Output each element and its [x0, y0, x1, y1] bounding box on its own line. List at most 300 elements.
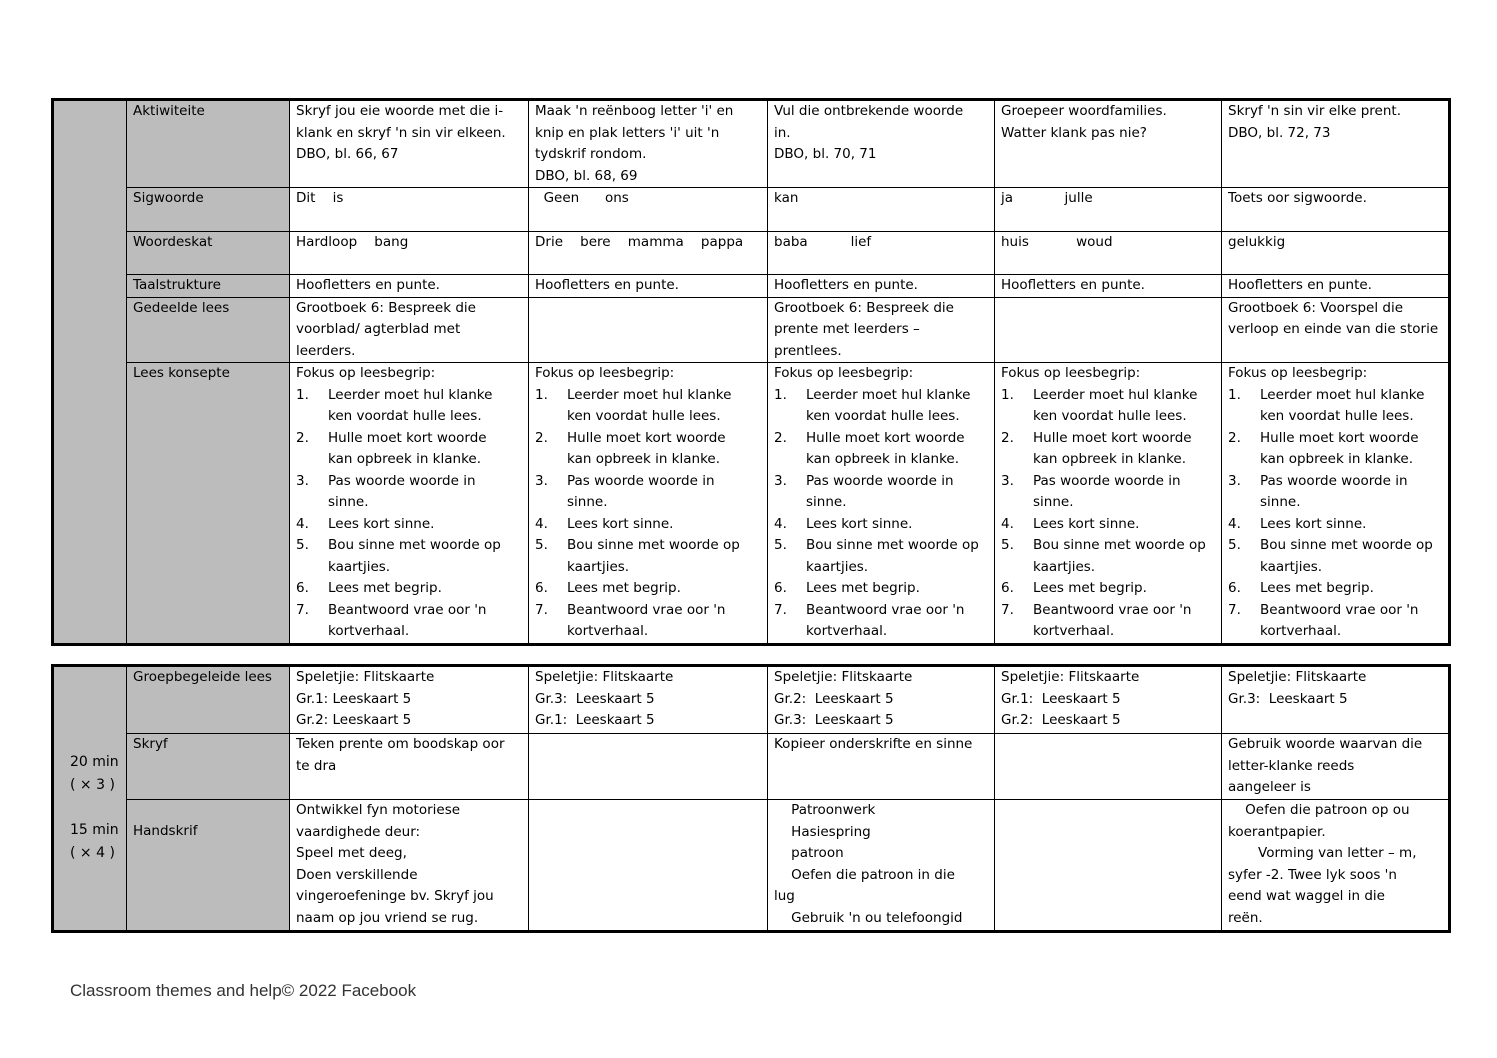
- step-line: kan opbreek in klanke.: [806, 451, 960, 467]
- step-text: [1260, 428, 1442, 471]
- cell-line: DBO, bl. 70, 71: [774, 146, 877, 162]
- reading-step: [296, 471, 522, 514]
- reading-step: [535, 428, 761, 471]
- cell-line: Hoofletters en punte.: [296, 277, 440, 293]
- step-line: kan opbreek in klanke.: [567, 451, 721, 467]
- cell: [529, 666, 768, 734]
- step-number: 5.: [774, 537, 787, 553]
- step-line: Pas woorde woorde in: [806, 472, 954, 489]
- reading-step: [296, 535, 522, 578]
- reading-step: [1228, 471, 1442, 514]
- step-line: kaartjies.: [1260, 558, 1323, 575]
- cell: [290, 275, 529, 298]
- reading-step: [1228, 428, 1442, 471]
- cell-line: Gr.1: Leeskaart 5: [1001, 690, 1121, 707]
- step-number: 4.: [535, 515, 548, 532]
- cell-line: naam op jou vriend se rug.: [296, 909, 479, 926]
- cell-line: Gr.2: Leeskaart 5: [296, 712, 412, 728]
- cell-line: prentlees.: [774, 342, 842, 359]
- cell: [995, 734, 1222, 800]
- cell-line: Gebruik woorde waarvan die: [1228, 736, 1423, 752]
- reading-steps-list: [535, 385, 761, 643]
- step-line: kaartjies.: [1033, 558, 1096, 575]
- cell: [995, 188, 1222, 232]
- reading-step: [535, 514, 761, 536]
- side-time-column: [53, 666, 127, 932]
- step-number: 2.: [1001, 429, 1014, 446]
- cell-line: prente met leerders –: [774, 321, 920, 337]
- step-line: kaartjies.: [806, 558, 869, 575]
- step-text: [328, 428, 522, 471]
- reading-step: [296, 600, 522, 643]
- step-text: [806, 600, 988, 643]
- cell-line: tydskrif rondom.: [535, 146, 647, 162]
- cell: [995, 275, 1222, 298]
- row-aktiwiteite: [53, 100, 1450, 188]
- row-groepbegeleide-lees: [53, 666, 1450, 734]
- step-number: 2.: [296, 429, 309, 446]
- cell-line: in.: [774, 124, 791, 141]
- reading-step: [1001, 578, 1215, 600]
- row-label: Aktiwiteite: [127, 100, 290, 188]
- step-number: 6.: [774, 580, 787, 596]
- step-line: Hulle moet kort woorde: [1260, 429, 1419, 446]
- reading-step: [1228, 600, 1442, 643]
- cell: [529, 734, 768, 800]
- step-line: kan opbreek in klanke.: [1260, 451, 1414, 467]
- cell: [995, 100, 1222, 188]
- cell-line: Watter klank pas nie?: [1001, 124, 1147, 141]
- step-line: ken voordat hulle lees.: [1260, 408, 1414, 424]
- reading-steps-list: [296, 385, 522, 643]
- reading-step: [1228, 385, 1442, 428]
- step-text: [1260, 385, 1442, 428]
- step-number: 6.: [1001, 580, 1014, 596]
- cell-line: Oefen die patroon op ou: [1228, 802, 1410, 818]
- reading-step: [774, 428, 988, 471]
- reading-step: [774, 514, 988, 536]
- cell: [529, 188, 768, 232]
- step-text: [806, 514, 988, 536]
- cell-line: vaardighede deur:: [296, 823, 421, 840]
- step-number: 7.: [535, 601, 548, 618]
- step-line: Lees kort sinne.: [567, 515, 674, 532]
- step-line: ken voordat hulle lees.: [567, 408, 721, 424]
- step-line: ken voordat hulle lees.: [806, 408, 960, 424]
- step-line: kortverhaal.: [328, 623, 410, 639]
- cell-line: klank en skryf 'n sin vir elkeen.: [296, 124, 506, 141]
- step-text: [1260, 535, 1442, 578]
- lesson-plan-table-bottom: [51, 664, 1451, 933]
- step-number: 1.: [296, 386, 309, 403]
- step-text: [567, 471, 761, 514]
- step-line: ken voordat hulle lees.: [1033, 408, 1187, 424]
- step-line: Bou sinne met woorde op: [1260, 537, 1433, 553]
- reading-steps-list: [1001, 385, 1215, 643]
- step-text: [328, 385, 522, 428]
- reading-step: [1001, 428, 1215, 471]
- reading-step: [774, 535, 988, 578]
- cell-line: knip en plak letters 'i' uit 'n: [535, 124, 720, 141]
- step-line: Beantwoord vrae oor 'n: [328, 601, 487, 618]
- step-number: 5.: [1228, 537, 1241, 553]
- step-number: 3.: [1228, 472, 1241, 489]
- row-label: Taalstrukture: [127, 275, 290, 298]
- cell: [995, 232, 1222, 275]
- side-column: [53, 100, 127, 645]
- cell-line: Patroonwerk: [774, 802, 876, 818]
- cell-line: Hoofletters en punte.: [1001, 277, 1145, 293]
- cell-line: Speletjie: Flitskaarte: [1228, 669, 1367, 685]
- cell-line: DBO, bl. 66, 67: [296, 146, 399, 162]
- cell-line: Hoofletters en punte.: [535, 277, 679, 293]
- cell: [1222, 232, 1450, 275]
- cell-line: Speletjie: Flitskaarte: [1001, 669, 1140, 685]
- cell-line: Ontwikkel fyn motoriese: [296, 802, 461, 818]
- row-label: Skryf: [127, 734, 290, 800]
- step-text: [806, 471, 988, 514]
- step-line: kortverhaal.: [567, 623, 649, 639]
- cell-line: letter-klanke reeds: [1228, 757, 1355, 774]
- step-line: Beantwoord vrae oor 'n: [1033, 601, 1192, 618]
- cell: [290, 100, 529, 188]
- cell: [529, 100, 768, 188]
- reading-steps-list: [774, 385, 988, 643]
- step-number: 3.: [1001, 472, 1014, 489]
- step-text: [1033, 428, 1215, 471]
- cell: [1222, 275, 1450, 298]
- step-line: Bou sinne met woorde op: [1033, 537, 1206, 553]
- step-line: sinne.: [1033, 494, 1074, 510]
- cell-line: Gr.3: Leeskaart 5: [774, 712, 894, 728]
- step-text: [806, 428, 988, 471]
- cell-line: Gr.1: Leeskaart 5: [535, 712, 655, 728]
- cell-line: lug: [774, 888, 795, 904]
- cell-line: Teken prente om boodskap oor: [296, 736, 505, 752]
- cell: [1222, 188, 1450, 232]
- cell-line: Vorming van letter – m,: [1228, 845, 1417, 861]
- step-number: 5.: [1001, 537, 1014, 553]
- step-number: 2.: [1228, 429, 1241, 446]
- footer-credit: Classroom themes and help© 2022 Facebook: [70, 981, 417, 1000]
- step-line: kortverhaal.: [1033, 623, 1115, 639]
- row-lees-konsepte: [53, 363, 1450, 645]
- cell-line: te dra: [296, 757, 337, 774]
- cell-line: Skryf jou eie woorde met die i-: [296, 103, 504, 119]
- cell: [768, 232, 995, 275]
- reading-step: [535, 535, 761, 578]
- step-text: [328, 514, 522, 536]
- reading-step: [1001, 471, 1215, 514]
- step-line: Bou sinne met woorde op: [806, 537, 979, 553]
- step-text: [567, 428, 761, 471]
- step-line: Beantwoord vrae oor 'n: [567, 601, 726, 618]
- step-number: 7.: [296, 601, 309, 618]
- step-text: [567, 514, 761, 536]
- time-label: 20 min: [70, 754, 119, 770]
- cell-line: vingeroefeninge bv. Skryf jou: [296, 888, 494, 904]
- step-number: 7.: [1228, 601, 1241, 618]
- cell-line: Geen ons: [535, 190, 629, 206]
- step-line: Leerder moet hul klanke: [1260, 386, 1425, 403]
- step-line: kortverhaal.: [1260, 623, 1342, 639]
- step-text: [328, 578, 522, 600]
- step-line: Lees met begrip.: [567, 580, 681, 596]
- step-line: Pas woorde woorde in: [1033, 472, 1181, 489]
- step-text: [328, 471, 522, 514]
- cell-line: voorblad/ agterblad met: [296, 321, 461, 337]
- step-line: Beantwoord vrae oor 'n: [806, 601, 965, 618]
- step-line: sinne.: [1260, 494, 1301, 510]
- step-line: Leerder moet hul klanke: [567, 386, 732, 403]
- cell: [1222, 100, 1450, 188]
- step-text: [1033, 535, 1215, 578]
- step-line: Hulle moet kort woorde: [1033, 429, 1192, 446]
- lees-konsepte-cell: [529, 363, 768, 645]
- step-number: 5.: [296, 537, 309, 553]
- cell-line: Gr.1: Leeskaart 5: [296, 690, 412, 707]
- row-label: Woordeskat: [127, 232, 290, 275]
- step-number: 3.: [774, 472, 787, 489]
- focus-heading: Fokus op leesbegrip:: [1001, 365, 1141, 381]
- row-sigwoorde: [53, 188, 1450, 232]
- step-text: [1033, 600, 1215, 643]
- reading-step: [535, 600, 761, 643]
- step-number: 7.: [1001, 601, 1014, 618]
- step-line: sinne.: [567, 494, 608, 510]
- step-line: Pas woorde woorde in: [328, 472, 476, 489]
- cell-line: ja julle: [1001, 190, 1093, 206]
- reading-step: [1228, 578, 1442, 600]
- step-number: 6.: [535, 580, 548, 596]
- row-skryf: [53, 734, 1450, 800]
- step-text: [806, 385, 988, 428]
- time-label: 15 min: [70, 822, 119, 838]
- cell-line: Kopieer onderskrifte en sinne: [774, 736, 973, 752]
- row-woordeskat: [53, 232, 1450, 275]
- cell: [768, 800, 995, 932]
- cell: [529, 297, 768, 363]
- cell: [529, 232, 768, 275]
- step-text: [1260, 600, 1442, 643]
- cell-line: Gr.3: Leeskaart 5: [1228, 690, 1348, 707]
- reading-step: [1001, 600, 1215, 643]
- reading-step: [296, 578, 522, 600]
- cell: [1222, 734, 1450, 800]
- row-gedeelde-lees: [53, 297, 1450, 363]
- cell: [290, 188, 529, 232]
- step-number: 2.: [535, 429, 548, 446]
- step-line: Lees kort sinne.: [328, 515, 435, 532]
- step-line: Hulle moet kort woorde: [328, 429, 487, 446]
- cell-line: Hasiespring: [774, 823, 871, 840]
- step-line: kan opbreek in klanke.: [328, 451, 482, 467]
- step-line: sinne.: [328, 494, 369, 510]
- cell: [768, 734, 995, 800]
- cell-line: leerders.: [296, 342, 356, 359]
- row-label: Gedeelde lees: [127, 297, 290, 363]
- cell: [1222, 297, 1450, 363]
- reading-step: [296, 428, 522, 471]
- cell: [768, 275, 995, 298]
- reading-step: [296, 385, 522, 428]
- step-line: Lees met begrip.: [1260, 580, 1374, 596]
- cell-line: Maak 'n reënboog letter 'i' en: [535, 103, 734, 119]
- step-line: Lees kort sinne.: [1260, 515, 1367, 532]
- cell: [529, 800, 768, 932]
- lees-konsepte-cell: [1222, 363, 1450, 645]
- cell: [290, 734, 529, 800]
- cell: [995, 800, 1222, 932]
- row-label: Sigwoorde: [127, 188, 290, 232]
- cell: [995, 297, 1222, 363]
- step-text: [1033, 514, 1215, 536]
- step-line: Lees met begrip.: [328, 580, 442, 596]
- lees-konsepte-cell: [995, 363, 1222, 645]
- cell-line: kan: [774, 190, 799, 206]
- step-number: 4.: [1001, 515, 1014, 532]
- cell-line: Skryf 'n sin vir elke prent.: [1228, 103, 1402, 119]
- cell-line: verloop en einde van die storie: [1228, 321, 1439, 337]
- reading-step: [1001, 535, 1215, 578]
- step-line: sinne.: [806, 494, 847, 510]
- cell-line: reën.: [1228, 909, 1263, 926]
- cell-line: Groepeer woordfamilies.: [1001, 103, 1167, 119]
- step-text: [1033, 385, 1215, 428]
- step-text: [1260, 578, 1442, 600]
- step-text: [567, 385, 761, 428]
- reading-step: [774, 471, 988, 514]
- step-number: 6.: [296, 580, 309, 596]
- reading-step: [1228, 535, 1442, 578]
- cell-line: Speletjie: Flitskaarte: [296, 669, 435, 685]
- time-multiplier: ( × 4 ): [70, 845, 115, 861]
- step-number: 7.: [774, 601, 787, 618]
- row-handskrif: [53, 800, 1450, 932]
- cell-line: syfer -2. Twee lyk soos 'n: [1228, 866, 1397, 883]
- cell: [1222, 666, 1450, 734]
- step-line: Leerder moet hul klanke: [806, 386, 971, 403]
- step-line: Bou sinne met woorde op: [328, 537, 501, 553]
- step-line: Lees kort sinne.: [1033, 515, 1140, 532]
- cell: [768, 666, 995, 734]
- cell-line: eend wat waggel in die: [1228, 888, 1385, 904]
- reading-step: [535, 471, 761, 514]
- step-text: [567, 535, 761, 578]
- reading-step: [774, 385, 988, 428]
- lesson-plan-table-top: [51, 98, 1451, 646]
- focus-heading: Fokus op leesbegrip:: [296, 365, 436, 381]
- cell-line: Vul die ontbrekende woorde: [774, 103, 964, 119]
- step-number: 4.: [1228, 515, 1241, 532]
- step-line: Hulle moet kort woorde: [567, 429, 726, 446]
- focus-heading: Fokus op leesbegrip:: [535, 365, 675, 381]
- step-text: [1033, 471, 1215, 514]
- cell-line: Speletjie: Flitskaarte: [774, 669, 913, 685]
- cell-line: DBO, bl. 68, 69: [535, 167, 638, 184]
- step-line: Pas woorde woorde in: [1260, 472, 1408, 489]
- cell-line: Gr.2: Leeskaart 5: [1001, 712, 1121, 728]
- reading-step: [1001, 514, 1215, 536]
- reading-step: [535, 385, 761, 428]
- cell-line: Hoofletters en punte.: [774, 277, 918, 293]
- step-text: [806, 535, 988, 578]
- cell-line: patroon: [774, 845, 844, 861]
- reading-step: [1228, 514, 1442, 536]
- cell-line: huis woud: [1001, 234, 1113, 250]
- row-label: Groepbegeleide lees: [127, 666, 290, 734]
- step-line: Pas woorde woorde in: [567, 472, 715, 489]
- cell-line: Gr.2: Leeskaart 5: [774, 690, 894, 707]
- step-text: [567, 600, 761, 643]
- step-text: [1260, 514, 1442, 536]
- cell-line: Grootboek 6: Bespreek die: [296, 299, 476, 316]
- cell-line: gelukkig: [1228, 234, 1286, 250]
- step-number: 4.: [296, 515, 309, 532]
- reading-steps-list: [1228, 385, 1442, 643]
- step-line: Hulle moet kort woorde: [806, 429, 965, 446]
- step-number: 6.: [1228, 580, 1241, 596]
- cell-line: Dit is: [296, 190, 344, 206]
- step-number: 4.: [774, 515, 787, 532]
- step-number: 1.: [774, 386, 787, 403]
- step-line: Leerder moet hul klanke: [328, 386, 493, 403]
- cell: [290, 800, 529, 932]
- cell: [768, 297, 995, 363]
- reading-step: [535, 578, 761, 600]
- cell: [529, 275, 768, 298]
- cell: [290, 666, 529, 734]
- cell-line: Doen verskillende: [296, 866, 418, 883]
- step-text: [567, 578, 761, 600]
- lees-konsepte-cell: [768, 363, 995, 645]
- cell-line: Hoofletters en punte.: [1228, 277, 1372, 293]
- step-line: Leerder moet hul klanke: [1033, 386, 1198, 403]
- step-line: Bou sinne met woorde op: [567, 537, 740, 553]
- cell: [1222, 800, 1450, 932]
- step-line: kaartjies.: [567, 558, 630, 575]
- step-number: 5.: [535, 537, 548, 553]
- step-number: 3.: [535, 472, 548, 489]
- step-text: [1260, 471, 1442, 514]
- step-number: 2.: [774, 429, 787, 446]
- cell-line: Gr.3: Leeskaart 5: [535, 690, 655, 707]
- step-line: Lees kort sinne.: [806, 515, 913, 532]
- cell-line: DBO, bl. 72, 73: [1228, 124, 1331, 141]
- step-line: Lees met begrip.: [806, 580, 920, 596]
- step-line: Beantwoord vrae oor 'n: [1260, 601, 1419, 618]
- step-line: ken voordat hulle lees.: [328, 408, 482, 424]
- cell-line: Oefen die patroon in die: [774, 866, 955, 883]
- step-number: 3.: [296, 472, 309, 489]
- cell-line: aangeleer is: [1228, 779, 1311, 795]
- row-label: Lees konsepte: [127, 363, 290, 645]
- reading-step: [1001, 385, 1215, 428]
- cell: [768, 188, 995, 232]
- step-text: [328, 600, 522, 643]
- time-multiplier: ( × 3 ): [70, 777, 115, 793]
- cell-line: Speletjie: Flitskaarte: [535, 669, 674, 685]
- step-line: kaartjies.: [328, 558, 391, 575]
- step-line: kortverhaal.: [806, 623, 888, 639]
- cell-line: koerantpapier.: [1228, 823, 1326, 840]
- cell-line: Grootboek 6: Bespreek die: [774, 299, 954, 316]
- lees-konsepte-cell: [290, 363, 529, 645]
- cell-line: Toets oor sigwoorde.: [1228, 190, 1367, 206]
- row-taalstrukture: [53, 275, 1450, 298]
- cell-line: Gebruik 'n ou telefoongid: [774, 909, 963, 926]
- step-text: [806, 578, 988, 600]
